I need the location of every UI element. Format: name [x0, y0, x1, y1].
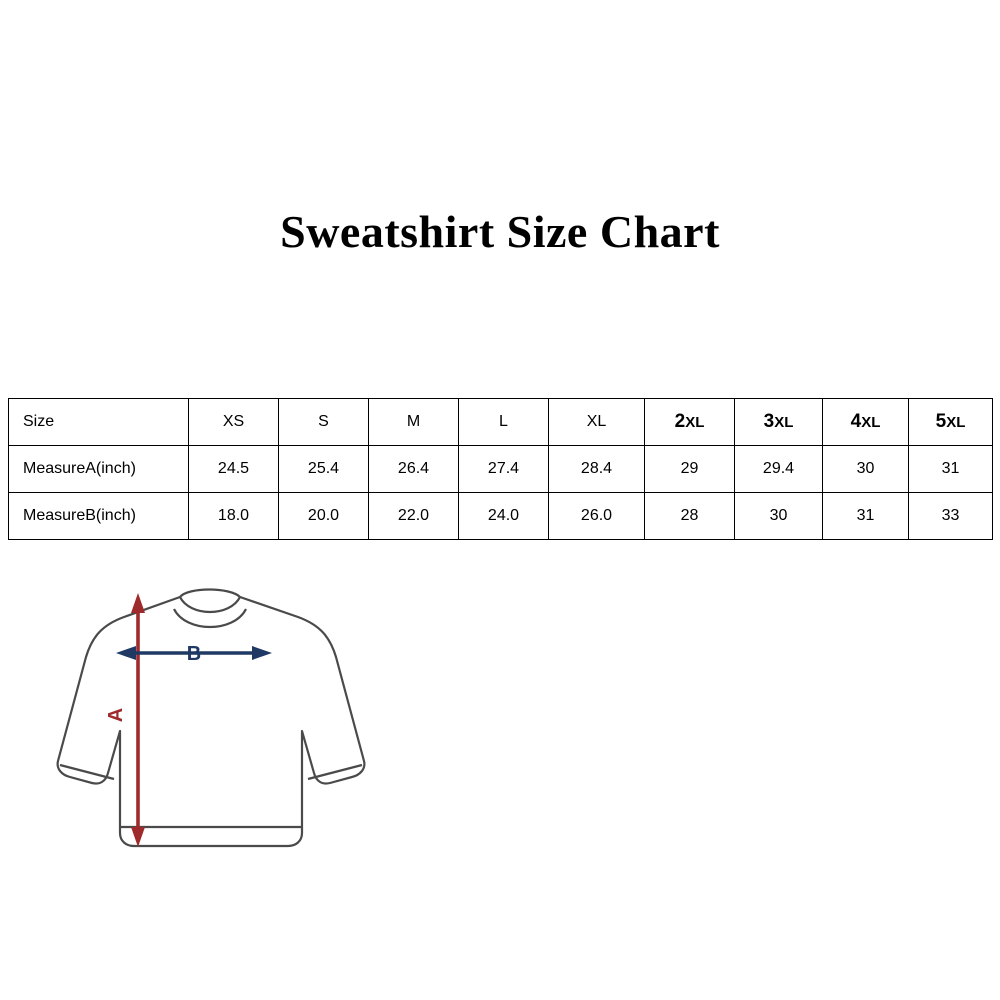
- cell-measure-a-xs: 24.5: [189, 446, 279, 493]
- cell-measure-b-xs: 18.0: [189, 493, 279, 540]
- sweatshirt-outline-icon: [58, 590, 365, 847]
- cell-measure-a-4xl: 30: [823, 446, 909, 493]
- cell-measure-a-s: 25.4: [279, 446, 369, 493]
- column-header-5xl: 5XL: [909, 399, 993, 446]
- cell-measure-a-5xl: 31: [909, 446, 993, 493]
- row-label-measure-b: MeasureB(inch): [9, 493, 189, 540]
- cell-measure-b-4xl: 31: [823, 493, 909, 540]
- column-header-3xl: 3XL: [735, 399, 823, 446]
- table-row: [9, 493, 993, 540]
- cell-measure-a-m: 26.4: [369, 446, 459, 493]
- column-header-xs: XS: [189, 399, 279, 446]
- column-header-4xl: 4XL: [823, 399, 909, 446]
- table-header-row: [9, 399, 993, 446]
- cell-measure-a-xl: 28.4: [549, 446, 645, 493]
- cell-measure-b-3xl: 30: [735, 493, 823, 540]
- table-row: [9, 446, 993, 493]
- page-title: Sweatshirt Size Chart: [280, 206, 720, 257]
- size-chart-table-container: [8, 398, 992, 540]
- column-header-m: M: [369, 399, 459, 446]
- size-chart-table: [8, 398, 993, 540]
- measure-b-label: B: [186, 643, 202, 665]
- cell-measure-b-s: 20.0: [279, 493, 369, 540]
- cell-measure-a-l: 27.4: [459, 446, 549, 493]
- cell-measure-a-3xl: 29.4: [735, 446, 823, 493]
- cell-measure-b-xl: 26.0: [549, 493, 645, 540]
- column-header-s: S: [279, 399, 369, 446]
- sweatshirt-diagram: [30, 565, 390, 895]
- column-header-size: Size: [9, 399, 189, 446]
- cell-measure-b-2xl: 28: [645, 493, 735, 540]
- row-label-measure-a: MeasureA(inch): [9, 446, 189, 493]
- column-header-2xl: 2XL: [645, 399, 735, 446]
- measure-a-label: A: [105, 707, 127, 723]
- cell-measure-b-5xl: 33: [909, 493, 993, 540]
- column-header-l: L: [459, 399, 549, 446]
- cell-measure-a-2xl: 29: [645, 446, 735, 493]
- column-header-xl: XL: [549, 399, 645, 446]
- cell-measure-b-m: 22.0: [369, 493, 459, 540]
- cell-measure-b-l: 24.0: [459, 493, 549, 540]
